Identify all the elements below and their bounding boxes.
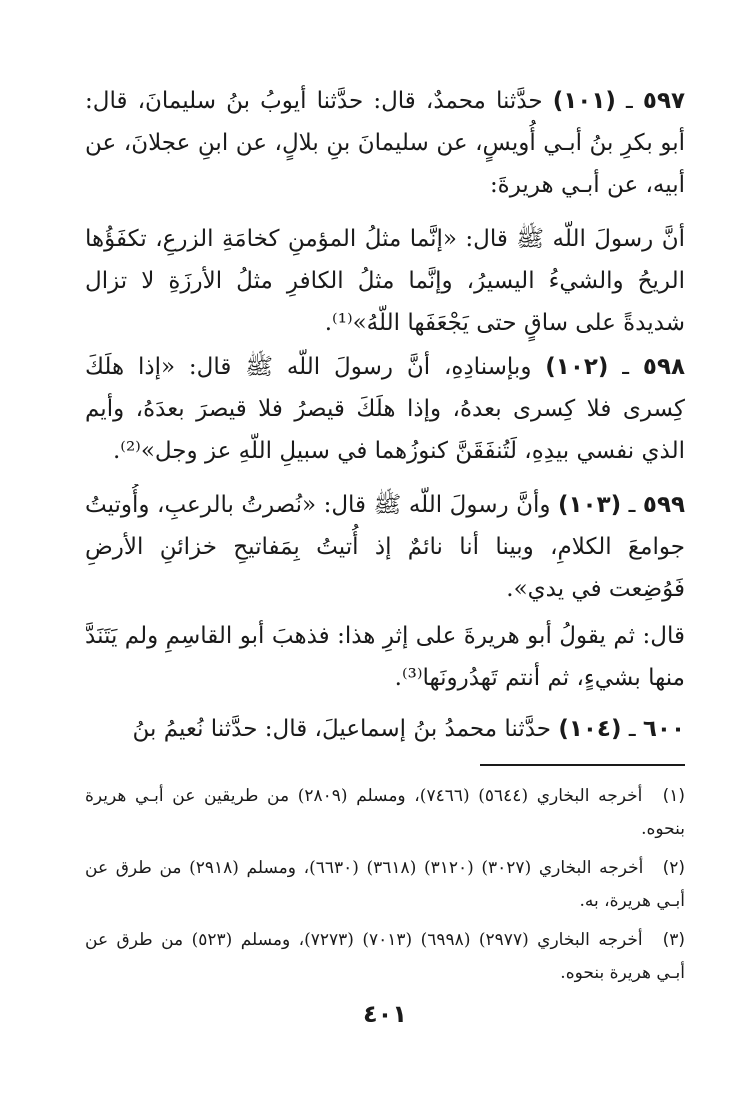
hadith-number: ٥٩٩ (642, 492, 685, 518)
hadith-ref: (١٠٢) (545, 354, 609, 380)
hadith-text: حدَّثنا محمدٌ، قال: حدَّثنا أيوبُ بنُ سليمانَ، قال: أبو بكرِ بنُ أبـي أُويسٍ، عن سليمانَ بنِ بلالٍ، عن ابنِ عجلانَ، عن أبيه، عن أبـي هريرةَ: (85, 88, 685, 198)
hadith-number: ٥٩٧ (642, 88, 685, 114)
hadith-text: حدَّثنا محمدُ بنُ إسماعيلَ، قال: حدَّثنا نُعيمُ بنُ (132, 716, 552, 742)
footnote-text: أخرجه البخاري (٣٠٢٧) (٣١٢٠) (٣٦١٨) (٦٦٣٠)، ومسلم (٢٩١٨) من طرق عن أبـي هريرة، به. (85, 858, 685, 911)
footnote-number: (٣) (662, 930, 685, 950)
hadith-ref: (١٠١) (552, 88, 616, 114)
hadith-text: أنَّ رسولَ اللّه ﷺ قال: «إنَّما مثلُ المؤمنِ كخامَةِ الزرعِ، تكفَؤُها الريحُ والشيءُ اليسيرُ، وإنَّما مثلُ الكافرِ مثلُ الأرزَةِ لا تزال شديدةً على ساقٍ حتى يَجْعَفَها اللّهُ»⁽¹⁾. (85, 226, 685, 336)
page-number: ٤٠١ (363, 1000, 407, 1028)
hadith-number: ٥٩٨ (642, 354, 685, 380)
hadith-ref: (١٠٤) (558, 716, 622, 742)
hadith-597 (85, 80, 685, 208)
dash: ـ (628, 716, 636, 742)
footnote-3 (85, 924, 685, 990)
dash: ـ (628, 492, 636, 518)
footnote-2 (85, 852, 685, 918)
hadith-600 (85, 708, 685, 752)
hadith-number: ٦٠٠ (642, 716, 685, 742)
book-page (85, 80, 685, 1070)
footnote-1 (85, 780, 685, 846)
hadith-text: وبإسنادِهِ، أنَّ رسولَ اللّه ﷺ قال: «إذا هلَكَ كِسرى فلا كِسرى بعدهُ، وإذا هلَكَ قيصرُ فلا قيصرَ بعدَهُ، وأيم الذي نفسي بيدِهِ، لَتُنفَقَنَّ كنوزُهما في سبيلِ اللّهِ عز وجل»⁽²⁾. (85, 354, 685, 464)
dash: ـ (626, 88, 633, 114)
hadith-599 (85, 484, 685, 612)
hadith-ref: (١٠٣) (558, 492, 622, 518)
footnote-text: أخرجه البخاري (٢٩٧٧) (٦٩٩٨) (٧٠١٣) (٧٢٧٣)، ومسلم (٥٢٣) من طرق عن أبـي هريرة بنحوه. (85, 930, 685, 983)
hadith-599-comment (85, 615, 685, 701)
hadith-597-matn (85, 218, 685, 346)
footnote-separator (480, 764, 685, 766)
footnotes (85, 780, 685, 996)
footnote-number: (١) (662, 786, 685, 806)
footnote-text: أخرجه البخاري (٥٦٤٤) (٧٤٦٦)، ومسلم (٢٨٠٩) من طريقين عن أبـي هريرة بنحوه. (85, 786, 685, 839)
hadith-text: قال: ثم يقولُ أبو هريرةَ على إثرِ هذا: فذهبَ أبو القاسِمِ ولم يَتَنَدَّ منها بشيءٍ، ثم أنتم تَهدُرونَها⁽³⁾. (85, 623, 685, 691)
footnote-number: (٢) (662, 858, 685, 878)
hadith-text: وأنَّ رسولَ اللّه ﷺ قال: «نُصرتُ بالرعبِ، وأُوتيتُ جوامعَ الكلامِ، وبينا أنا نائمٌ إذ أُتيتُ بِمَفاتيحِ خزائنِ الأرضِ فَوُضِعت في يدي». (85, 492, 685, 602)
dash: ـ (622, 354, 630, 380)
hadith-598 (85, 346, 685, 474)
